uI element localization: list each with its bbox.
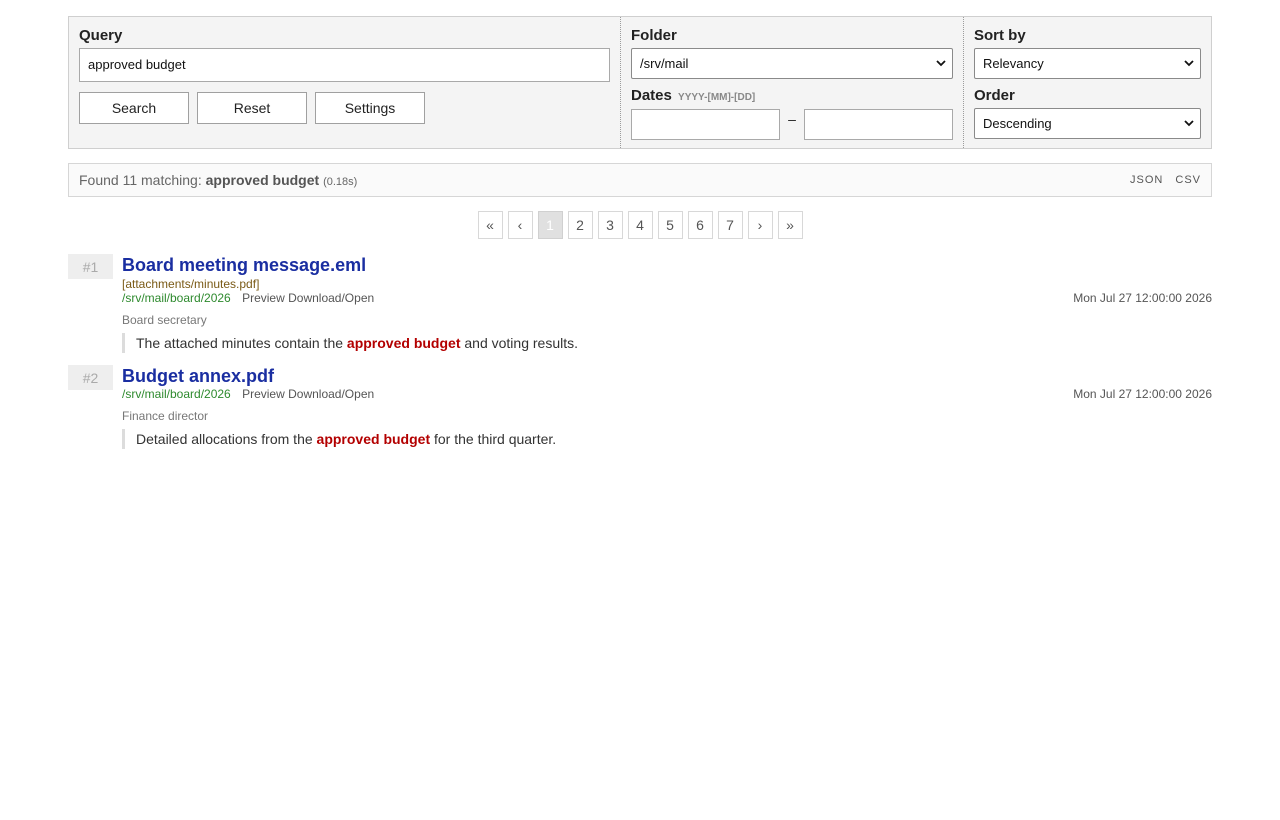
folder-label: Folder (631, 27, 677, 44)
reset-button[interactable]: Reset (197, 92, 307, 124)
dates-format-hint: YYYY-[MM]-[DD] (678, 92, 756, 103)
page-button-1[interactable]: 1 (538, 211, 563, 239)
prev-page-button[interactable]: ‹ (508, 211, 533, 239)
export-csv-link[interactable]: CSV (1175, 174, 1201, 186)
first-page-button[interactable]: « (478, 211, 503, 239)
chevron-down-icon (1184, 58, 1194, 68)
order-select-value: Descending (983, 116, 1052, 131)
date-from-input[interactable] (631, 109, 780, 140)
result-body (122, 254, 1212, 353)
settings-button[interactable]: Settings (315, 92, 425, 124)
order-label: Order (974, 87, 1015, 104)
page-button-3[interactable]: 3 (598, 211, 623, 239)
snippet-text: Detailed allocations from the (136, 431, 317, 447)
folder-panel (621, 17, 964, 148)
result-attachment: [attachments/minutes.pdf] (122, 277, 260, 291)
snippet-highlight: approved budget (316, 431, 431, 447)
export-links (1130, 174, 1201, 186)
snippet-highlight: approved budget (346, 335, 461, 351)
order-select[interactable] (974, 108, 1201, 139)
page-button-6[interactable]: 6 (688, 211, 713, 239)
sort-label: Sort by (974, 27, 1026, 44)
results-status-bar (68, 163, 1212, 197)
sort-panel (964, 17, 1211, 148)
form-buttons (79, 92, 610, 124)
date-separator: – (788, 110, 796, 127)
dates-label-row (631, 86, 953, 107)
page (68, 16, 1212, 449)
dates-label: Dates (631, 87, 672, 104)
page-button-2[interactable]: 2 (568, 211, 593, 239)
result-item (68, 254, 1212, 353)
export-json-link[interactable]: JSON (1130, 174, 1164, 186)
download-open-link[interactable]: Download/Open (288, 387, 375, 401)
result-links (122, 387, 374, 402)
result-meta (122, 291, 1212, 306)
result-folder-link[interactable]: /srv/mail/board/2026 (122, 387, 231, 401)
result-body (122, 365, 1212, 449)
search-form (68, 16, 1212, 149)
pagination (68, 211, 1212, 239)
result-date: Mon Jul 27 12:00:00 2026 (1073, 291, 1212, 305)
snippet-text: and voting results. (460, 335, 578, 351)
result-links (122, 291, 374, 306)
chevron-down-icon (936, 58, 946, 68)
result-author: Board secretary (122, 313, 207, 327)
page-button-5[interactable]: 5 (658, 211, 683, 239)
snippet-text: for the third quarter. (430, 431, 557, 447)
page-button-4[interactable]: 4 (628, 211, 653, 239)
result-rank: #1 (68, 254, 113, 279)
result-folder-link[interactable]: /srv/mail/board/2026 (122, 291, 231, 305)
preview-link[interactable]: Preview (242, 387, 285, 401)
next-page-button[interactable]: › (748, 211, 773, 239)
results-summary (79, 172, 357, 188)
preview-link[interactable]: Preview (242, 291, 285, 305)
chevron-down-icon (1184, 118, 1194, 128)
result-item (68, 365, 1212, 449)
result-date: Mon Jul 27 12:00:00 2026 (1073, 387, 1212, 401)
sort-select[interactable] (974, 48, 1201, 79)
query-input[interactable]: approved budget (79, 48, 610, 82)
snippet-text: The attached minutes contain the (136, 335, 347, 351)
query-panel (69, 17, 621, 148)
results-query: approved budget (205, 172, 320, 188)
result-title-link[interactable]: Board meeting message.eml (122, 255, 367, 275)
date-to-input[interactable] (804, 109, 953, 140)
last-page-button[interactable]: » (778, 211, 803, 239)
result-meta (122, 387, 1212, 402)
result-snippet (122, 429, 1212, 449)
search-button[interactable]: Search (79, 92, 189, 124)
page-button-7[interactable]: 7 (718, 211, 743, 239)
result-author: Finance director (122, 409, 209, 423)
date-range (631, 109, 953, 140)
result-actions (242, 291, 374, 305)
result-snippet (122, 333, 1212, 353)
results-count-text: Found 11 matching: (79, 172, 202, 188)
result-rank: #2 (68, 365, 113, 390)
query-label: Query (79, 27, 123, 44)
download-open-link[interactable]: Download/Open (288, 291, 375, 305)
search-duration: (0.18s) (323, 176, 358, 188)
folder-select-value: /srv/mail (640, 56, 689, 71)
result-actions (242, 387, 374, 401)
sort-select-value: Relevancy (983, 56, 1044, 71)
folder-select[interactable] (631, 48, 953, 79)
result-title-link[interactable]: Budget annex.pdf (122, 366, 274, 386)
